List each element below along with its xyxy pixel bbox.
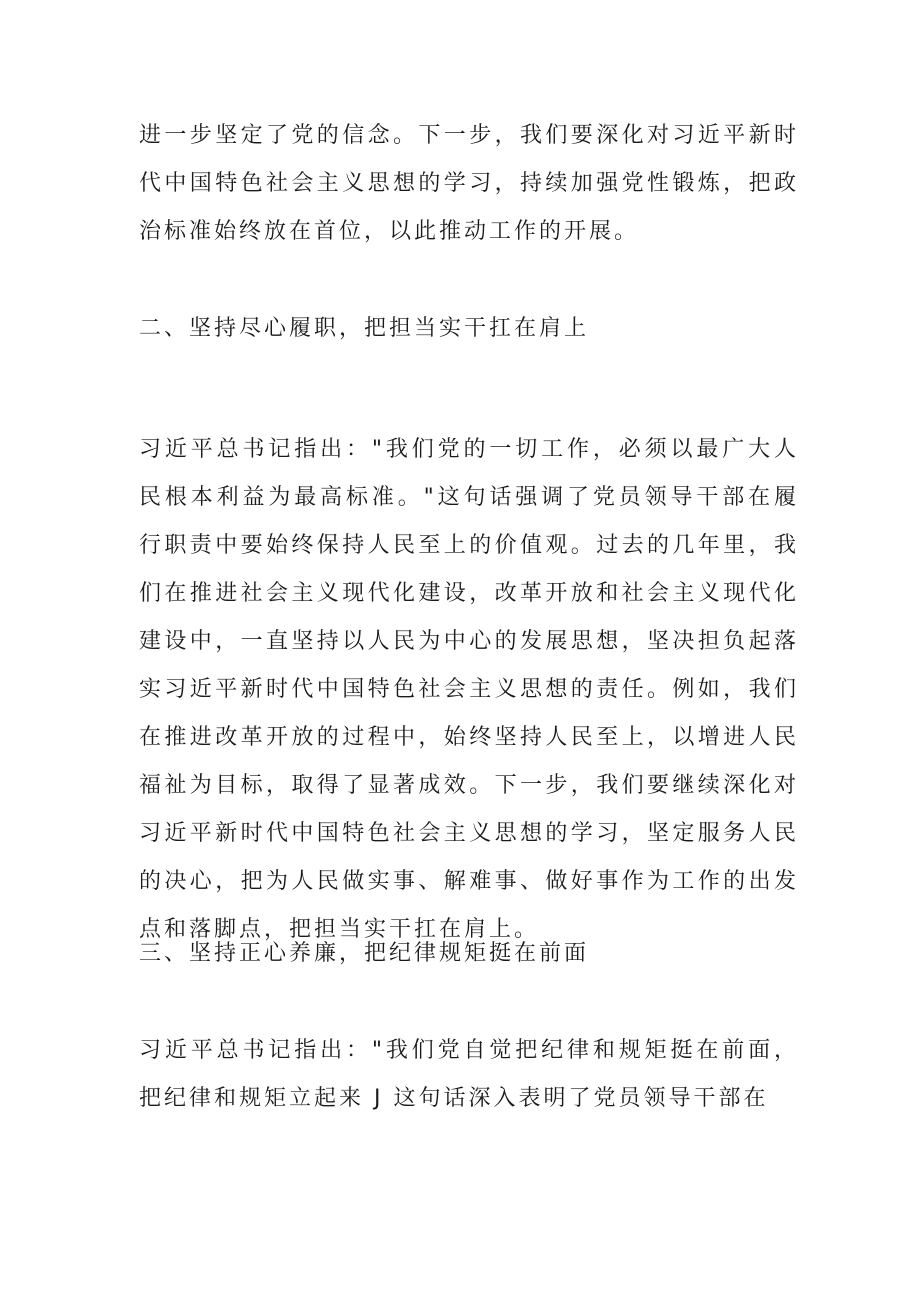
body-paragraph: 习近平总书记指出："我们党的一切工作，必须以最广大人民根本利益为最高标准。"这句话强调了党员领导干部在履行职责中要始终保持人民至上的价值观。过去的几年里，我们在推进社会主义现代化建设，改革开放和社会主义现代化建设中，一直坚持以人民为中心的发展思想，坚决担负起落实习近平新时代中国特色社会主义思想的责任。例如，我们在推进改革开放的过程中，始终坚持人民至上，以增进人民福祉为目标，取得了显著成效。下一步，我们要继续深化对习近平新时代中国特色社会主义思想的学习，坚定服务人民的决心，把为人民做实事、解难事、做好事作为工作的出发点和落脚点，把担当实干扛在肩上。 (139, 437, 799, 942)
section-heading: 三、坚持正心养廉，把纪律规矩挺在前面 (139, 941, 590, 966)
body-paragraph: 习近平总书记指出："我们党自觉把纪律和规矩挺在前面，把纪律和规矩立起来 J 这句话深入表明了党员领导干部在 (139, 1038, 799, 1111)
body-paragraph: 进一步坚定了党的信念。下一步，我们要深化对习近平新时代中国特色社会主义思想的学习，持续加强党性锻炼，把政治标准始终放在首位，以此推动工作的开展。 (139, 123, 799, 244)
section-heading: 二、坚持尽心履职，把担当实干扛在肩上 (139, 316, 590, 341)
